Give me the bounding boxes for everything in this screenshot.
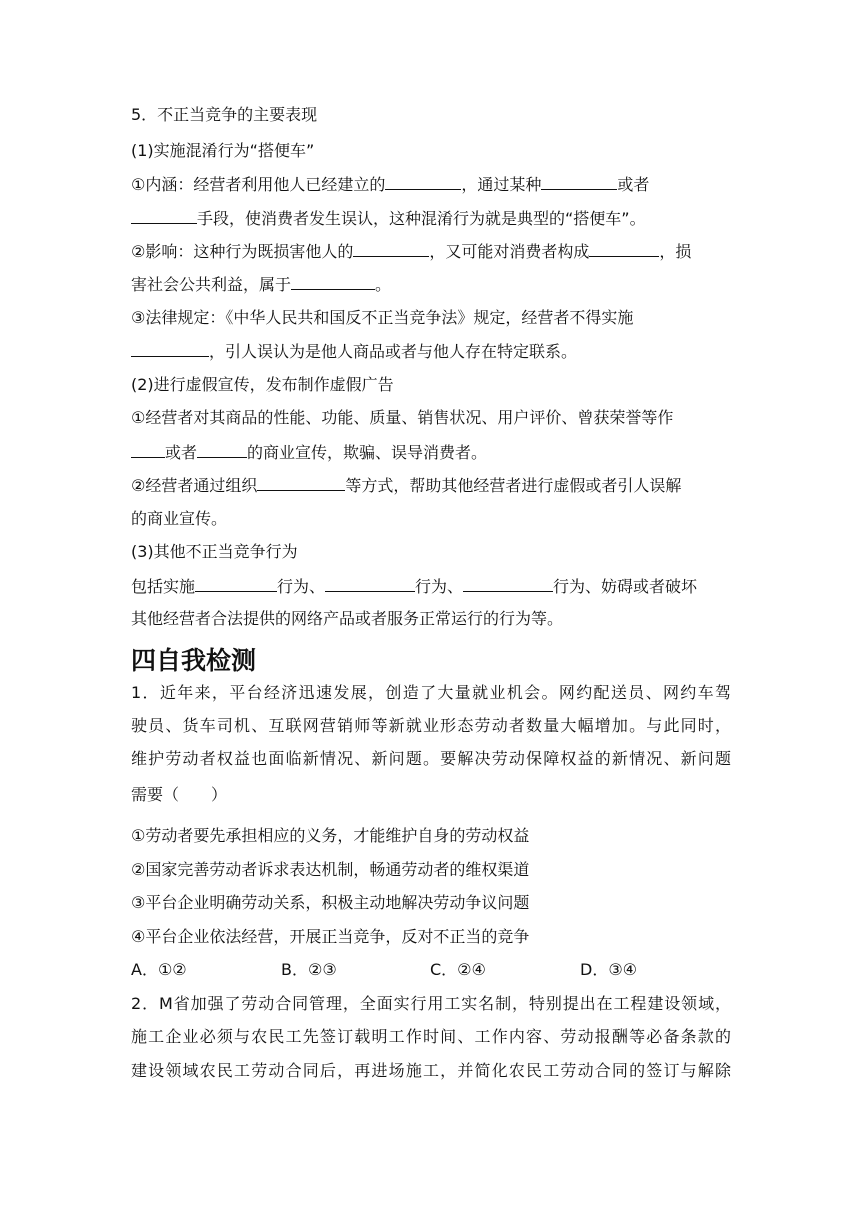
text-run: 行为、 (415, 577, 464, 596)
text-run: 行为、妨碍或者破坏 (553, 577, 698, 596)
paragraph-line: 的商业宣传。 (131, 509, 228, 528)
paragraph-line: ③法律规定：《中华人民共和国反不正当竞争法》规定，经营者不得实施 (131, 308, 634, 327)
text-run: ，引人误认为是他人商品或者与他人存在特定联系。 (209, 342, 578, 361)
text-run: 。 (375, 275, 392, 294)
answer-blank (353, 240, 429, 257)
statement-4: ④平台企业依法经营，开展正当竞争，反对不正当的竞争 (131, 927, 530, 946)
paragraph-line (131, 340, 731, 363)
text-run: 等方式，帮助其他经营者进行虚假或者引人误解 (345, 476, 682, 495)
text-run: 害社会公共利益，属于 (131, 275, 292, 294)
text-run: ②影响：这种行为既损害他人的 (131, 242, 354, 261)
option-d: D．③④ (580, 960, 638, 979)
answer-blank (463, 575, 553, 592)
option-c: C．②④ (430, 960, 486, 979)
question-1-line: 1．近年来，平台经济迅速发展，创造了大量就业机会。网约配送员、网约车驾 (131, 683, 731, 702)
paragraph-line (131, 474, 731, 497)
answer-blank (131, 207, 197, 224)
subsection-1-heading: (1)实施混淆行为“搭便车” (131, 141, 315, 160)
text-run: 包括实施 (131, 577, 196, 596)
question-2-line: 建设领域农民工劳动合同后，再进场施工，并简化农民工劳动合同的签订与解除 (131, 1061, 731, 1080)
answer-blank (195, 575, 277, 592)
answer-blank (589, 240, 659, 257)
paragraph-line (131, 207, 731, 230)
text-run: ②经营者通过组织 (131, 476, 258, 495)
paragraph-line: ①经营者对其商品的性能、功能、质量、销售状况、用户评价、曾获荣誉等作 (131, 408, 674, 427)
answer-blank (131, 340, 209, 357)
answer-blank (325, 575, 415, 592)
paragraph-line (131, 273, 731, 296)
statement-1: ①劳动者要先承担相应的义务，才能维护自身的劳动权益 (131, 826, 530, 845)
text-run: ，损 (659, 242, 692, 261)
text-run: 手段，使消费者发生误认，这种混淆行为就是典型的“搭便车”。 (197, 209, 646, 228)
answer-blank (131, 441, 165, 458)
answer-blank (385, 173, 461, 190)
text-run: 或者 (617, 175, 650, 194)
statement-2: ②国家完善劳动者诉求表达机制，畅通劳动者的维权渠道 (131, 860, 530, 879)
question-2-line: 施工企业必须与农民工先签订载明工作时间、工作内容、劳动报酬等必备条款的 (131, 1027, 731, 1046)
paragraph-line (131, 240, 731, 263)
answer-blank (257, 474, 345, 491)
text-run: 或者 (165, 443, 198, 462)
option-b: B．②③ (281, 960, 337, 979)
text-run: ，通过某种 (461, 175, 542, 194)
subsection-2-heading: (2)进行虚假宣传，发布制作虚假广告 (131, 375, 394, 394)
subsection-3-heading: (3)其他不正当竞争行为 (131, 542, 298, 561)
paragraph-line (131, 441, 731, 464)
answer-blank (197, 441, 247, 458)
section-5-title: 5．不正当竞争的主要表现 (131, 105, 318, 124)
section-4-heading: 四自我检测 (131, 646, 257, 675)
question-2-line: 2．M省加强了劳动合同管理，全面实行用工实名制，特别提出在工程建设领域， (131, 994, 731, 1013)
question-1-line: 需要（ ） (131, 785, 228, 804)
answer-blank (541, 173, 617, 190)
statement-3: ③平台企业明确劳动关系，积极主动地解决劳动争议问题 (131, 893, 530, 912)
text-run: ①内涵：经营者利用他人已经建立的 (131, 175, 386, 194)
paragraph-line (131, 173, 731, 196)
paragraph-line: 其他经营者合法提供的网络产品或者服务正常运行的行为等。 (131, 609, 564, 628)
question-1-line: 驶员、货车司机、互联网营销师等新就业形态劳动者数量大幅增加。与此同时， (131, 716, 731, 735)
question-1-line: 维护劳动者权益也面临新情况、新问题。要解决劳动保障权益的新情况、新问题 (131, 749, 731, 768)
text-run: 的商业宣传，欺骗、误导消费者。 (247, 443, 488, 462)
answer-blank (291, 273, 375, 290)
paragraph-line (131, 575, 731, 598)
option-a: A．①② (131, 960, 187, 979)
text-run: ，又可能对消费者构成 (429, 242, 590, 261)
text-run: 行为、 (277, 577, 326, 596)
